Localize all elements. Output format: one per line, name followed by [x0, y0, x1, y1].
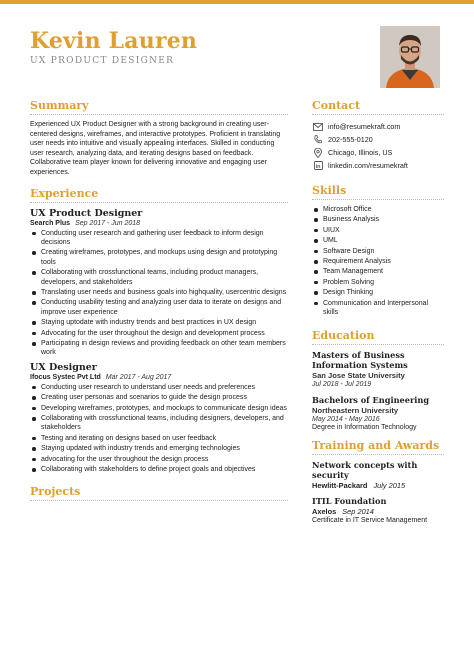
list-item: Creating user personas and scenarios to guide the design process [30, 393, 288, 402]
list-item: Collaborating with crossfunctional teams, including product managers, developers, and stakeholders [30, 268, 288, 287]
list-item: advocating for the user throughout the design process [30, 455, 288, 464]
list-item: Conducting user research and gathering user feedback to inform design decisions [30, 229, 288, 248]
list-item: Team Management [312, 267, 444, 276]
list-item: Design Thinking [312, 288, 444, 297]
list-item: UML [312, 236, 444, 245]
training-org: Axelos [312, 507, 337, 517]
contact-email[interactable] [312, 120, 444, 133]
job-dates: Sep 2017 - Jun 2018 [75, 219, 141, 227]
contact-linkedin[interactable] [312, 159, 444, 172]
job-bullets [30, 383, 288, 475]
envelope-icon [312, 122, 324, 132]
list-item: Staying uptodate with industry trends and best practices in UX design [30, 318, 288, 327]
skills-heading: Skills [312, 184, 444, 200]
right-column [312, 99, 444, 524]
training-title: ITIL Foundation [312, 496, 387, 507]
list-item: Conducting user research to understand user needs and preferences [30, 383, 288, 392]
list-item: Creating wireframes, prototypes, and mockups using design and prototyping tools [30, 248, 288, 267]
list-item: Communication and Interpersonal skills [312, 299, 444, 318]
job-dates: Mar 2017 - Aug 2017 [105, 373, 172, 381]
candidate-role: UX PRODUCT DESIGNER [30, 56, 175, 66]
degree-title: Bachelors of Engineering [312, 395, 430, 406]
list-item: Problem Solving [312, 278, 444, 287]
training-date: Sep 2014 [342, 507, 374, 517]
candidate-name: Kevin Lauren [30, 28, 198, 54]
phone-icon [312, 135, 324, 145]
education-entry [312, 395, 444, 431]
list-item: Software Design [312, 247, 444, 256]
training-date: July 2015 [373, 481, 406, 491]
job-meta [30, 374, 288, 381]
training-heading: Training and Awards [312, 439, 444, 455]
job-company: Ifocus Systec Pvt Ltd [30, 373, 101, 381]
training-meta [312, 481, 444, 490]
list-item: UIUX [312, 226, 444, 235]
education-detail: Degree in Information Technology [312, 424, 417, 432]
contact-phone[interactable] [312, 133, 444, 146]
list-item: Developing wireframes, prototypes, and mockups to communicate design ideas [30, 404, 288, 413]
job-title: UX Designer [30, 361, 97, 373]
left-column [30, 99, 288, 506]
education-dates: May 2014 - May 2016 [312, 416, 380, 424]
training-entry [312, 460, 444, 490]
list-item: Advocating for the user throughout the design and development process [30, 329, 288, 338]
location-pin-icon [312, 148, 324, 158]
contact-list [312, 120, 444, 172]
training-title: Network concepts with security [312, 460, 418, 481]
school-name: Northeastern University [312, 406, 399, 416]
list-item: Participating in design reviews and providing feedback on other team members work [30, 339, 288, 358]
email-text: info@resumekraft.com [328, 122, 401, 131]
linkedin-text: linkedin.com/resumekraft [328, 161, 408, 170]
list-item: Translating user needs and business goals into highquality, usercentric designs [30, 288, 288, 297]
list-item: Staying updated with industry trends and emerging technologies [30, 444, 288, 453]
svg-text:in: in [315, 164, 320, 170]
training-org: Hewlitt-Packard [312, 481, 368, 491]
summary-heading: Summary [30, 99, 288, 115]
job-entry [30, 362, 288, 475]
projects-heading: Projects [30, 485, 288, 501]
list-item: Testing and iterating on designs based on user feedback [30, 434, 288, 443]
education-entry [312, 350, 444, 388]
job-entry [30, 208, 288, 358]
job-meta [30, 220, 288, 227]
training-meta [312, 507, 444, 516]
list-item: Collaborating with crossfunctional teams, including designers, developers, and stakeholders [30, 414, 288, 433]
top-accent-bar [0, 0, 474, 4]
job-title: UX Product Designer [30, 207, 143, 219]
school-name: San Jose State University [312, 371, 405, 381]
education-heading: Education [312, 329, 444, 345]
job-company: Search Plus [30, 219, 71, 227]
list-item: Collaborating with stakeholders to define project goals and objectives [30, 465, 288, 474]
phone-text: 202-555-0120 [328, 135, 373, 144]
linkedin-icon [312, 161, 324, 171]
list-item: Microsoft Office [312, 205, 444, 214]
contact-location [312, 146, 444, 159]
profile-photo [380, 26, 440, 88]
degree-title: Masters of Business Information Systems [312, 350, 408, 371]
education-dates: Jul 2018 - Jul 2019 [312, 381, 372, 389]
summary-text: Experienced UX Product Designer with a strong background in creating user-centered designs, wireframes, and interactive prototypes. Proficient in translating user needs into intuitive and visually appealing interfaces. Skilled in conducting user research, analyzing data, and iterating designs based on feedback. Collaborative team player known for delivering innovative and engaging user experiences. [30, 121, 281, 176]
location-text: Chicago, Illinois, US [328, 148, 393, 157]
training-detail: Certificate in IT Service Management [312, 517, 428, 525]
skills-list [312, 205, 444, 317]
job-bullets [30, 229, 288, 358]
experience-heading: Experience [30, 187, 288, 203]
training-entry [312, 496, 444, 524]
list-item: Business Analysis [312, 215, 444, 224]
list-item: Conducting usability testing and analyzing user data to iterate on designs and improve user experience [30, 298, 288, 317]
contact-heading: Contact [312, 99, 444, 115]
list-item: Requirement Analysis [312, 257, 444, 266]
